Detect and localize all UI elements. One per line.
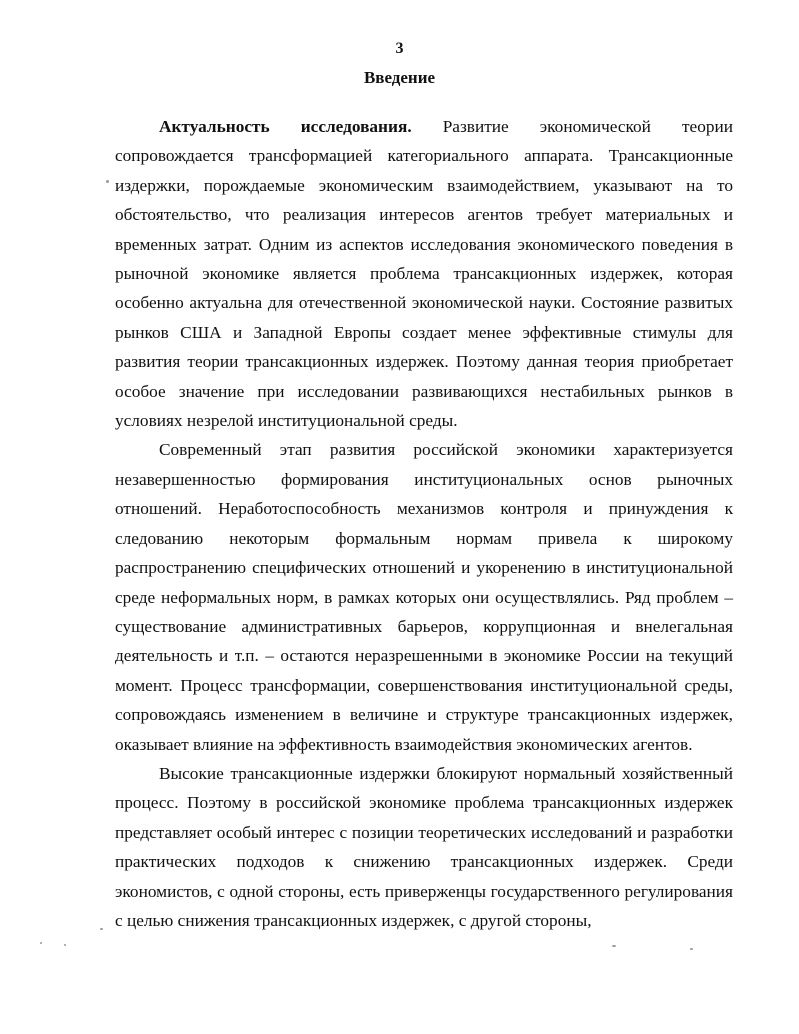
paragraph-current-stage — [115, 435, 733, 758]
paragraph-text: Высокие трансакционные издержки блокируют нормальный хозяйственный процесс. Поэтому в российской экономике проблема трансакционных издержек представляет особый интерес с позиции теоретических исследований и разработки практических подходов к снижению трансакционных издержек. Среди экономистов, с одной стороны, есть приверженцы государственного регулирования с целью снижения трансакционных издержек, с другой стороны, — [115, 763, 733, 930]
scan-speck — [64, 944, 66, 946]
scan-speck — [612, 945, 616, 947]
scan-speck — [690, 948, 693, 950]
scan-speck — [40, 942, 42, 944]
paragraph-text: Развитие экономической теории сопровождается трансформацией категориального аппарата. Трансакционные издержки, порождаемые экономическим взаимодействием, указывают на то обстоятельство, что реализация интересов агентов требует материальных и временных затрат. Одним из аспектов исследования экономического поведения в рыночной экономике является проблема трансакционных издержек, которая особенно актуальна для отечественной экономической науки. Состояние развитых рынков США и Западной Европы создает менее эффективные стимулы для развития теории трансакционных издержек. Поэтому данная теория приобретает особое значение при исследовании развивающихся нестабильных рынков в условиях незрелой институциональной среды. — [115, 117, 733, 431]
scan-speck — [100, 928, 103, 930]
paragraph-high-costs — [115, 759, 733, 935]
paragraph-relevance — [115, 112, 733, 435]
body-text — [115, 112, 733, 935]
scan-speck — [106, 180, 109, 183]
paragraph-lead: Актуальность исследования. — [159, 117, 412, 136]
paragraph-text: Современный этап развития российской экономики характеризуется незавершенностью формирования институциональных основ рыночных отношений. Неработоспособность механизмов контроля и принуждения к следованию некоторым формальным нормам привела к широкому распространению специфических отношений и укоренению в институциональной среде неформальных норм, в рамках которых они осуществлялись. Ряд проблем – существование административных барьеров, коррупционная и внелегальная деятельность и т.п. – остаются неразрешенными в экономике России на текущий момент. Процесс трансформации, совершенствования институциональной среды, сопровождаясь изменением в величине и структуре трансакционных издержек, оказывает влияние на эффективность взаимодействия экономических агентов. — [115, 440, 733, 754]
page-number: 3 — [395, 40, 404, 57]
section-heading: Введение — [363, 68, 436, 87]
